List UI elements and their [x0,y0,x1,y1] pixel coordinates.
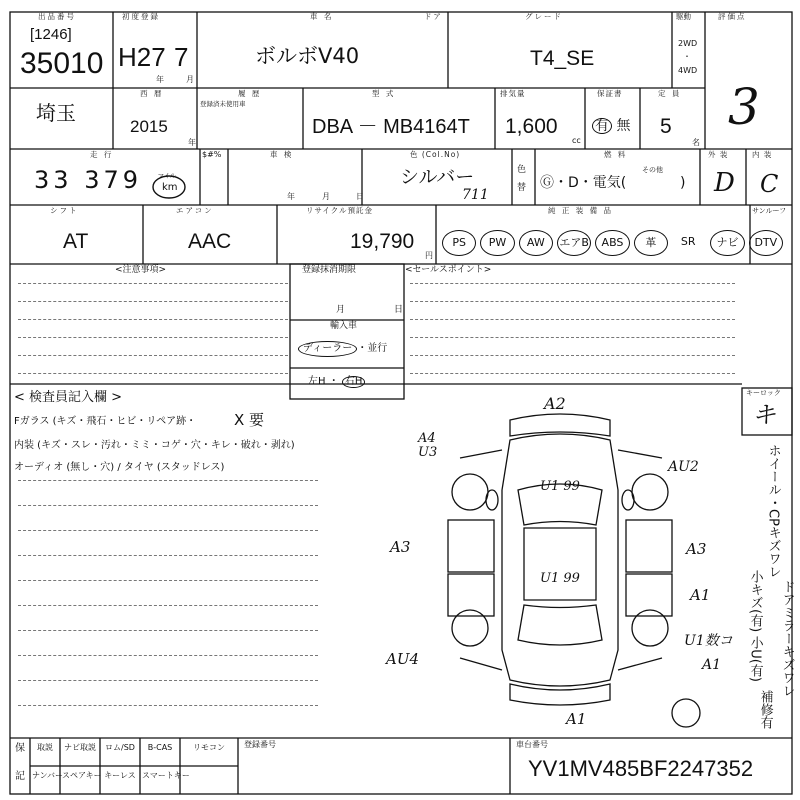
warranty-yes: 有 [592,118,612,134]
shift: AT [63,230,89,253]
mileage-digit: 9 [122,166,143,194]
mirror-left [486,490,498,510]
history-sub: 登録済未使用車 [200,100,246,108]
equipment-item: PS [442,230,476,256]
car-name-label: 車 名 [310,12,334,21]
mileage-digits [34,168,142,192]
car-body [502,434,618,686]
chassis-label: 車台番号 [516,740,548,749]
cc-unit: cc [572,136,581,145]
damage-a3-left: A3 [390,538,411,556]
prefecture: 埼玉 [36,101,76,125]
deadline-day: 日 [394,305,404,315]
displacement-label: 排気量 [500,89,526,98]
shift-label: シフト [50,206,79,215]
mileage-label: 走 行 [90,150,114,159]
year-unit: 年 [156,75,164,84]
steering-left: 左H ・ [308,376,339,387]
accessory-item: スマートキー [142,771,190,780]
damage-a4-u3: A4 U3 [418,431,438,461]
roof [524,528,596,600]
damage-u1-mid: U1 99 [540,571,580,586]
lot-label: 出品番号 [38,12,76,21]
mileage-digit: 3 [53,166,73,194]
keylock-label: キーロック [746,389,781,397]
car-name: ボルボV40 [255,44,360,68]
mileage-digit: 3 [84,166,104,194]
fglass-line: Fガラス (キズ・飛石・ヒビ・リペア跡・ [14,416,197,427]
accessory-item: キーレス [104,771,136,780]
color-change-1: 色 [517,165,527,175]
drive-dot: ・ [683,52,691,61]
steering-right: 右H [342,376,366,388]
equipment-item: PW [480,230,514,256]
accessory-item: ロム/SD [105,743,135,752]
drive-4wd: 4WD [678,66,698,75]
interior-grade: C [760,170,779,198]
equipment-list [440,230,785,256]
equipment-item: エアB [557,230,591,256]
inspector-title: < 検査員記入欄 > [14,390,123,405]
fuel-other: その他 [642,166,663,174]
import-type [298,341,387,357]
capacity-unit: 名 [692,138,700,147]
first-reg-era: H27 [118,42,166,72]
month-unit: 月 [186,75,194,84]
bottom-side-1: 保 [15,743,25,754]
insp-month: 月 [322,192,330,201]
insp-day: 日 [356,192,364,201]
steering [308,376,365,388]
score-label: 評価点 [718,12,747,21]
capacity-label: 定 員 [658,89,682,98]
exterior-label: 外 装 [708,150,729,159]
import-dealer: ディーラー [298,341,357,357]
drive-2wd: 2WD [678,39,698,48]
interior-label: 内 装 [752,150,773,159]
ac: AAC [188,230,232,253]
accessory-item: 取説 [37,743,53,752]
mirror-right [622,490,634,510]
mileage-digit: 3 [34,166,54,194]
western-year-label: 西 暦 [140,89,164,98]
history-label: 履 歴 [238,89,262,98]
right-front-door [626,520,672,572]
damage-a1-lower: A1 [702,657,722,673]
damage-u1-roof: U1 99 [540,479,580,494]
yen-unit: 円 [425,251,433,260]
grade: T4_SE [530,47,595,70]
capacity: 5 [660,115,672,138]
audio-line: オーディオ (無し・穴) / タイヤ (スタッドレス) [14,462,225,473]
model-label: 型 式 [372,89,396,98]
recycle-label: リサイクル預託金 [306,206,373,215]
ac-label: エアコン [176,206,214,215]
car-diagram [440,400,680,720]
color-code: 711 [462,187,489,203]
mileage-digit: 7 [103,166,123,194]
fuel-text: Ⓖ・D・電気( [540,175,627,191]
equipment-item: ナビ [710,230,744,256]
left-front-door [448,520,494,572]
front-right-wheel [632,474,668,510]
insp-year: 年 [287,192,295,201]
displacement: 1,600 [505,115,558,138]
warranty [592,118,630,134]
chassis-number: YV1MV485BF2247352 [528,756,754,781]
grade-label: グレード [525,12,563,21]
score: 3 [728,78,760,136]
equipment-item: DTV [749,230,783,256]
lot-number: 35010 [20,47,104,80]
repair-note: 補修有 [757,690,773,729]
damage-au4: AU4 [386,650,420,668]
accessory-item: スペアキー [62,771,102,780]
caution-label: <注意事項> [115,265,167,275]
deadline-month: 月 [336,305,346,315]
mileage-unit-mile: マイル [158,173,176,180]
warranty-no: 無 [616,118,631,134]
recycle-fee: 19,790 [350,230,415,253]
sales-point-label: <セールスポイント> [405,265,492,275]
accessory-item: リモコン [193,743,225,752]
small-scratch-note: 小キズ(有) 小U(有) [747,570,763,682]
front-bumper [510,414,610,436]
western-year: 2015 [130,117,168,136]
reg-deadline-label: 登録抹消期限 [302,265,357,275]
lot-sub: [1246] [30,26,72,43]
sunroof-label: サンルーフ [752,207,787,215]
reg-number-label: 登録番号 [244,740,276,749]
meter-label: $#% [202,150,222,159]
color-name: シルバー [400,166,475,188]
drive-label: 駆動 [676,12,691,21]
fuel-label: 燃 料 [604,150,628,159]
year-unit-2: 年 [188,138,196,147]
bottom-side-2: 記 [15,771,25,782]
equipment-item: AW [519,230,553,256]
color-change-2: 替 [517,183,527,193]
interior-line: 内装 (キズ・スレ・汚れ・ミミ・コゲ・穴・キレ・破れ・剥れ) [14,440,295,451]
accessory-item: B-CAS [147,743,173,752]
equipment-item: 革 [634,230,668,256]
damage-u1-lower: U1数コ [684,633,733,649]
exterior-grade: D [714,168,735,198]
rear-window [518,605,602,645]
model-code: DBA － MB4164T [312,116,470,138]
equipment-label: 純 正 装 備 品 [548,206,614,215]
mileage-unit-km: km [162,182,178,193]
mirror-note: ドアミラーキズワレ [779,580,795,697]
fuel-close: ) [680,175,686,191]
rear-bumper [510,684,610,705]
import-label: 輸入車 [330,321,358,331]
import-parallel: ・並行 [357,343,388,354]
damage-a3-right: A3 [686,540,707,558]
damage-a1-bottom: A1 [566,710,587,728]
first-reg-label: 初度登録 [122,12,160,21]
first-reg-month: 7 [174,42,189,72]
color-label: 色 (Col.No) [410,150,461,159]
equipment-item: ABS [595,230,629,256]
equipment-item: SR [680,235,696,248]
keylock-value: キ [752,401,776,429]
accessory-item: ナンバー [32,771,64,780]
wheel-note: ホイール・CPキズワレ [765,444,781,578]
door-label: ドア [424,12,443,21]
damage-au2: AU2 [668,459,699,475]
fglass-repair-needed: X 要 [234,411,265,429]
damage-a2: A2 [544,394,566,413]
accessory-item: ナビ取説 [64,743,96,752]
warranty-label: 保証書 [597,89,623,98]
damage-a1-right: A1 [690,586,711,604]
front-left-wheel [452,474,488,510]
inspection-label: 車 検 [270,150,294,159]
